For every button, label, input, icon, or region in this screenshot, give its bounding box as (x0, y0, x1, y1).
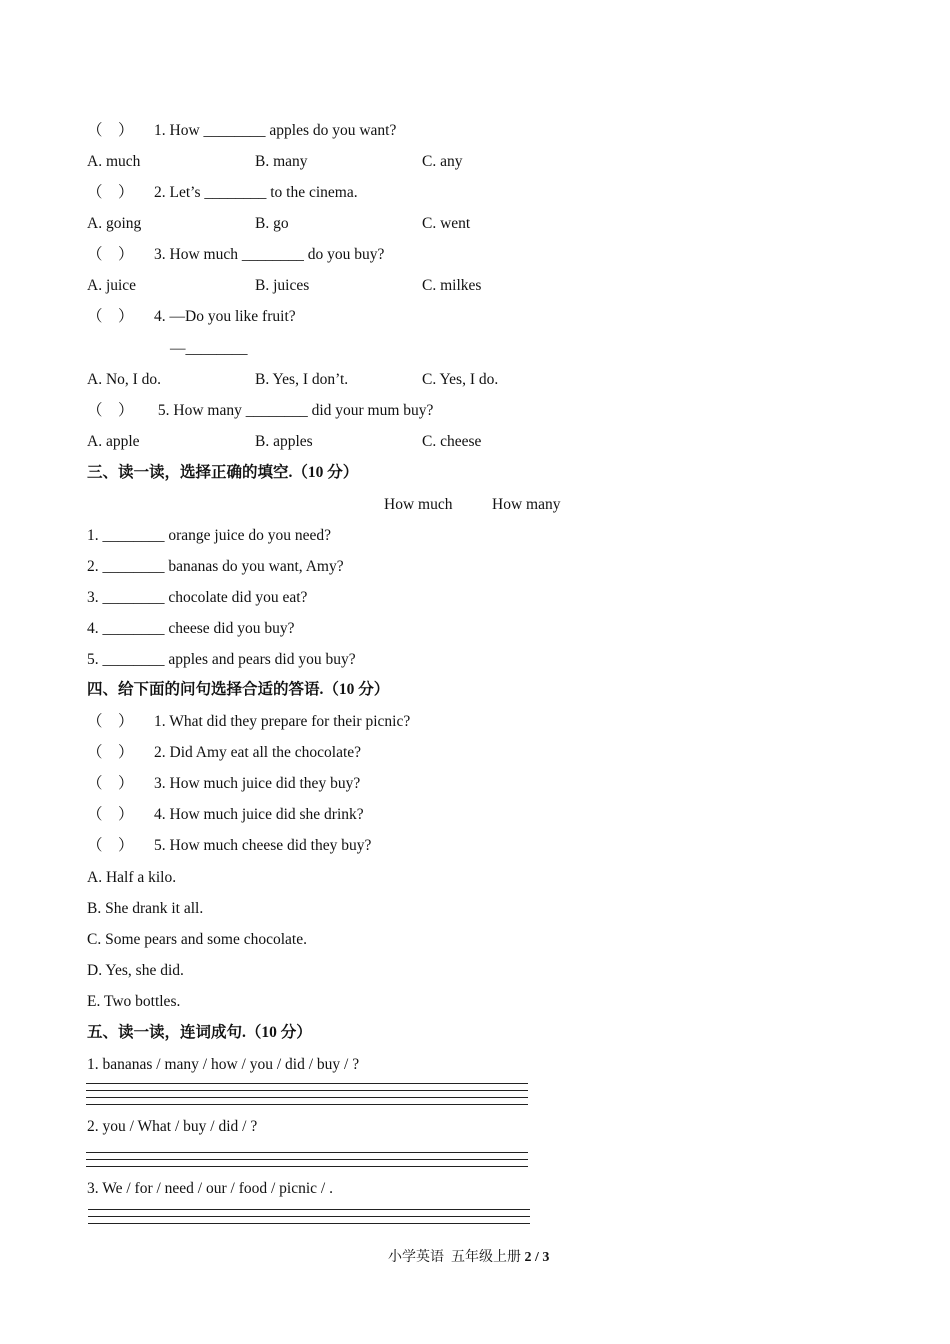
match-question (87, 743, 361, 763)
question-text: 3. How much ________ do you buy? (154, 246, 385, 263)
page-number: 2 / 3 (524, 1250, 550, 1265)
answer-paren: （ ） (87, 713, 134, 730)
section-5-heading: 五、读一读，连词成句.（10 分） (87, 1024, 312, 1041)
question-text: 2. Did Amy eat all the chocolate? (154, 744, 362, 761)
answer-paren: （ ） (87, 184, 134, 201)
question-text: 3. How much juice did they buy? (154, 775, 361, 792)
fill-item: 5. ________ apples and pears did you buy? (87, 651, 356, 668)
option-c: C. Yes, I do. (422, 371, 499, 388)
scramble-item: 1. bananas / many / how / you / did / buy / ? (87, 1056, 360, 1073)
fill-item: 1. ________ orange juice do you need? (87, 527, 332, 544)
match-answer: C. Some pears and some chocolate. (87, 931, 307, 948)
match-question (87, 836, 371, 856)
question-2 (87, 183, 358, 203)
match-question (87, 712, 410, 732)
option-a: A. apple (87, 433, 140, 450)
question-text: 4. How much juice did she drink? (154, 806, 364, 823)
scramble-item: 2. you / What / buy / did / ? (87, 1118, 258, 1135)
writing-lines (88, 1209, 530, 1230)
answer-paren: （ ） (87, 837, 134, 854)
match-answer: D. Yes, she did. (87, 962, 184, 979)
choice-how-many: How many (492, 496, 561, 513)
option-b: B. Yes, I don’t. (255, 371, 349, 388)
question-text: 1. How ________ apples do you want? (154, 122, 397, 139)
option-c: C. cheese (422, 433, 482, 450)
question-5 (87, 401, 433, 421)
option-a: A. going (87, 215, 142, 232)
question-text: 4. —Do you like fruit? (154, 308, 296, 325)
section-3-heading: 三、读一读，选择正确的填空.（10 分） (87, 464, 359, 481)
option-b: B. juices (255, 277, 310, 294)
question-4 (87, 307, 296, 327)
question-text: 5. How many ________ did your mum buy? (154, 402, 434, 419)
match-question (87, 805, 364, 825)
option-a: A. No, I do. (87, 371, 162, 388)
match-answer: E. Two bottles. (87, 993, 181, 1010)
footer-label: 小学英语 五年级上册 (388, 1250, 525, 1265)
answer-paren: （ ） (87, 246, 134, 263)
option-b: B. go (255, 215, 289, 232)
option-b: B. apples (255, 433, 313, 450)
section-4-heading: 四、给下面的问句选择合适的答语.（10 分） (87, 681, 390, 698)
option-c: C. any (422, 153, 463, 170)
question-text: 1. What did they prepare for their picnic? (154, 713, 411, 730)
writing-lines (86, 1152, 528, 1173)
fill-item: 4. ________ cheese did you buy? (87, 620, 295, 637)
writing-lines (86, 1083, 528, 1111)
answer-paren: （ ） (87, 775, 134, 792)
answer-paren: （ ） (87, 744, 134, 761)
scramble-item: 3. We / for / need / our / food / picnic / . (87, 1180, 333, 1197)
answer-paren: （ ） (87, 806, 134, 823)
answer-paren: （ ） (87, 308, 134, 325)
match-answer: B. She drank it all. (87, 900, 204, 917)
option-a: A. juice (87, 277, 137, 294)
answer-paren: （ ） (87, 122, 134, 139)
match-question (87, 774, 360, 794)
fill-item: 2. ________ bananas do you want, Amy? (87, 558, 344, 575)
page-footer (388, 1246, 549, 1266)
option-a: A. much (87, 153, 141, 170)
question-text: 2. Let’s ________ to the cinema. (154, 184, 358, 201)
option-c: C. milkes (422, 277, 482, 294)
match-answer: A. Half a kilo. (87, 869, 177, 886)
question-1 (87, 121, 396, 141)
answer-paren: （ ） (87, 402, 134, 419)
option-b: B. many (255, 153, 308, 170)
reply-blank: —________ (170, 340, 248, 357)
option-c: C. went (422, 215, 471, 232)
fill-item: 3. ________ chocolate did you eat? (87, 589, 308, 606)
question-text: 5. How much cheese did they buy? (154, 837, 372, 854)
choice-how-much: How much (384, 496, 453, 513)
question-3 (87, 245, 384, 265)
